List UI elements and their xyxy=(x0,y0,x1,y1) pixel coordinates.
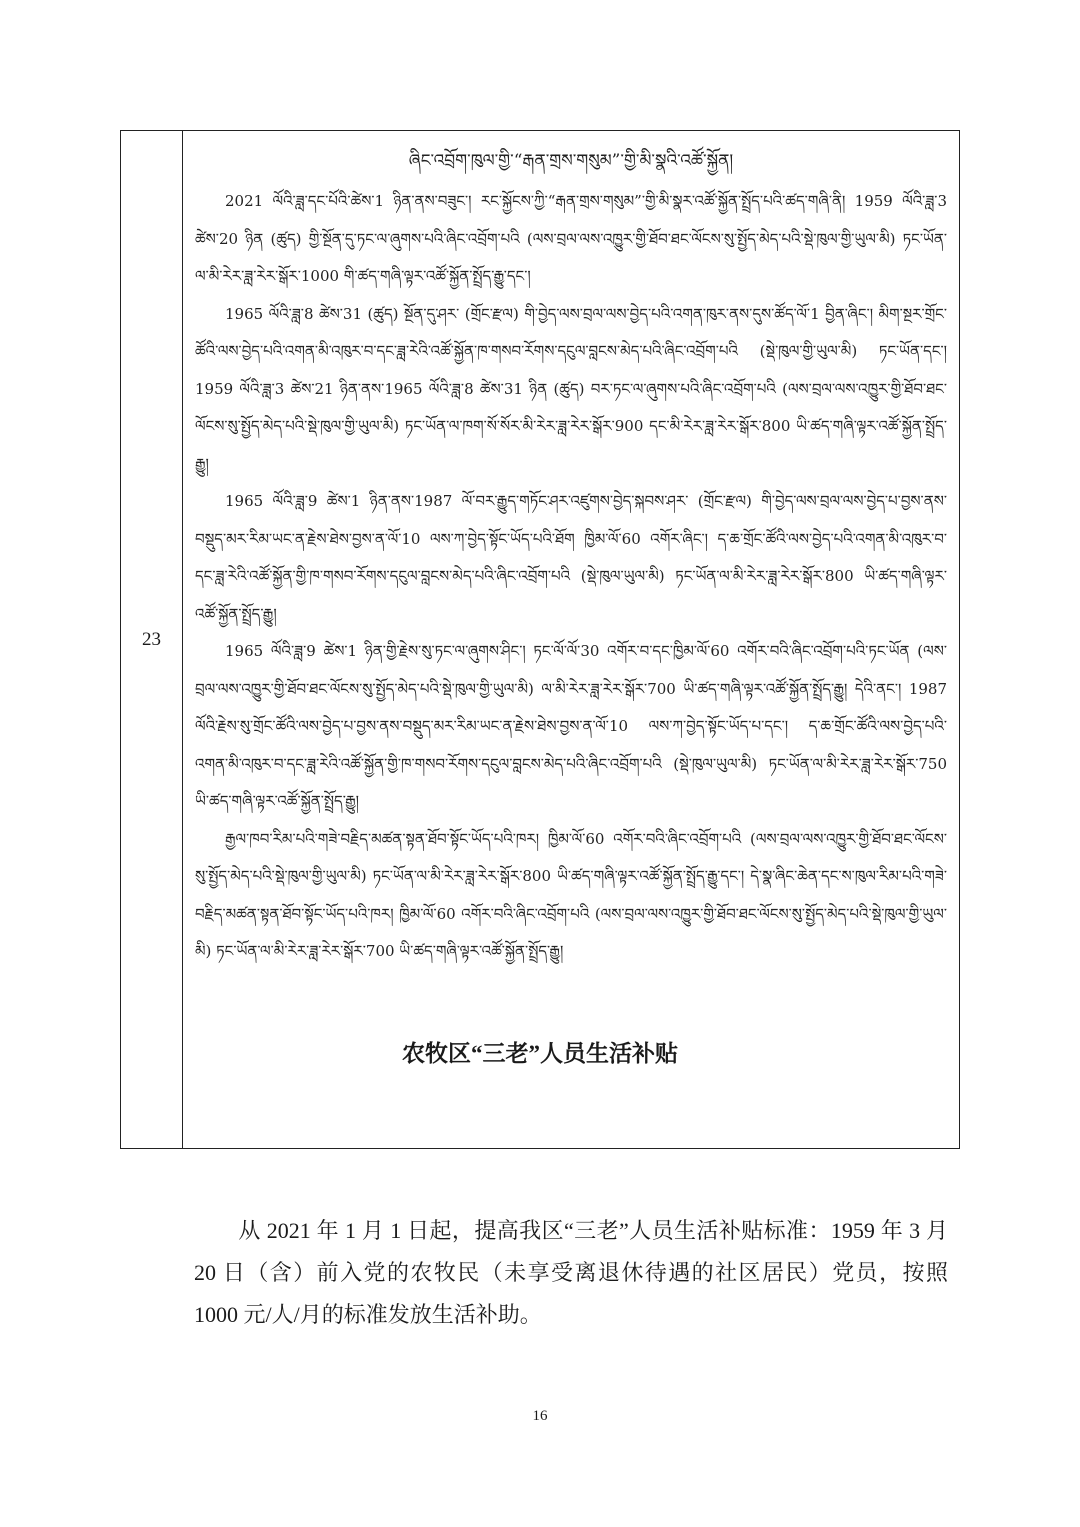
tibetan-paragraph-4: 1965 ལོའི་ཟླ་9 ཚེས་1 ཉིན་གྱི་རྗེས་སུ་ཏང་ལ་ཞུགས་ཤིང་། ཏང་ལོ་ལོ་30 འགོར་བ་དང་ཁྱིམ་ལོ་60 འགོར་བའི་ཞིང་འབྲོག་པའི་ཏང་ཡོན (ལས་བྲལ་ལས་འཁྱུར་གྱི་ཐོབ་ཐང་ལོངས་སུ་སྤྱོད་མེད་པའི་སྡེ་ཁུལ་གྱི་ཡུལ་མི) ལ་མི་རེར་ཟླ་རེར་སྒོར་700 ཡི་ཚད་གཞི་ལྟར་འཚོ་སྐྱོན་སྤྲོད་རྒྱུ། དེའི་ནང་། 1987 ལོའི་རྗེས་སུ་གྲོང་ཚོའི་ལས་བྱེད་པ་བྱས་ནས་བསྡུད་མར་རིམ་ཡང་ན་རྗེས་ཐེས་བྱས་ན་ལོ་10 ལས་ཀ་བྱེད་སྟོང་ཡོད་པ་དང་། ད་ཆ་གྲོང་ཚོའི་ལས་བྱེད་པའི་འགན་མི་འཁུར་བ་དང་ཟླ་རེའི་འཚོ་སྐྱོན་གྱི་ཁ་གསབ་རོགས་དངུལ་བླངས་མེད་པའི་ཞིང་འབྲོག་པའི (སྡེ་ཁུལ་ཡུལ་མི) ཏང་ཡོན་ལ་མི་རེར་ཟླ་རེར་སྒོར་750 ཡི་ཚད་གཞི་ལྟར་འཚོ་སྐྱོན་སྤྲོད་རྒྱུ། xyxy=(195,642,947,810)
chinese-body xyxy=(194,1210,948,1336)
row-number-cell xyxy=(121,131,183,1148)
tibetan-title: ཞིང་འབྲོག་ཁུལ་གྱི་“རྒན་གྲས་གསུམ”་གྱི་མི་སྣའི་འཚོ་སྐྱོན། xyxy=(408,151,734,171)
tibetan-paragraph-3: 1965 ལོའི་ཟླ་9 ཚེས་1 ཉིན་ནས་1987 ལོ་བར་རྒྱུད་གཏོང་ཤར་འཛུགས་བྱེད་སྐབས་ཤར་ (གྲོང་རྫལ) གི་བྱེད་ལས་བྲལ་ལས་བྱེད་པ་བྱས་ནས་བསྡུད་མར་རིམ་ཡང་ན་རྗེས་ཐེས་བྱས་ན་ལོ་10 ལས་ཀ་བྱེད་སྟོང་ཡོད་པའི་ཐོག ཁྱིམ་ལོ་60 འགོར་ཞིང་། ད་ཆ་གྲོང་ཚོའི་ལས་བྱེད་པའི་འགན་མི་འཁུར་བ་དང་ཟླ་རེའི་འཚོ་སྐྱོན་གྱི་ཁ་གསབ་རོགས་དངུལ་བླངས་མེད་པའི་ཞིང་འབྲོག་པའི (སྡེ་ཁུལ་ཡུལ་མི) ཏང་ཡོན་ལ་མི་རེར་ཟླ་རེར་སྒོར་800 ཡི་ཚད་གཞི་ལྟར་འཚོ་སྐྱོན་སྤྲོད་རྒྱུ། xyxy=(195,492,947,623)
chinese-title: 农牧区“三老”人员生活补贴 xyxy=(402,1041,678,1066)
tibetan-paragraph-2: 1965 ལོའི་ཟླ་8 ཚེས་31 (ཚུད) སྔོན་དུ་ཤར་ (གྲོང་རྫལ) གི་བྱེད་ལས་བྲལ་ལས་བྱེད་པའི་འགན་ཁུར་ནས་དུས་ཚོད་ལོ་1 བྱིན་ཞིང་། མིག་སྔར་གྲོང་ཚོའི་ལས་བྱེད་པའི་འགན་མི་འཁུར་བ་དང་ཟླ་རེའི་འཚོ་སྐྱོན་ཁ་གསབ་རོགས་དངུལ་བླངས་མེད་པའི་ཞིང་འབྲོག་པའི (སྡེ་ཁུལ་གྱི་ཡུལ་མི) ཏང་ཡོན་དང་། 1959 ལོའི་ཟླ་3 ཚེས་21 ཉིན་ནས་1965 ལོའི་ཟླ་8 ཚེས་31 ཉིན (ཚུད) བར་ཏང་ལ་ཞུགས་པའི་ཞིང་འབྲོག་པའི (ལས་བྲལ་ལས་འཁྱུར་གྱི་ཐོབ་ཐང་ལོངས་སུ་སྤྱོད་མེད་པའི་སྡེ་ཁུལ་གྱི་ཡུལ་མི) ཏང་ཡོན་ལ་ཁག་སོ་སོར་མི་རེར་ཟླ་རེར་སྒོར་900 དང་མི་རེར་ཟླ་རེར་སྒོར་800 ཡི་ཚད་གཞི་ལྟར་འཚོ་སྐྱོན་སྤྲོད་རྒྱུ། xyxy=(195,304,947,473)
page-number: 16 xyxy=(532,1408,548,1424)
tibetan-section xyxy=(195,131,947,1091)
row-number: 23 xyxy=(142,628,161,650)
chinese-body-text: 从 2021 年 1 月 1 日起，提高我区“三老”人员生活补贴标准：1959 年 3 月 20 日（含）前入党的农牧民（未享受离退休待遇的社区居民）党员，按照 1000 元/人/月的标准发放生活补助。 xyxy=(194,1218,948,1327)
policy-table xyxy=(120,130,960,1149)
tibetan-paragraph-5: རྒྱལ་ཁབ་རིམ་པའི་གཟེ་བརྗིད་མཚན་སྟན་ཐོབ་སྟོང་ཡོད་པའི་ཁར། ཁྱིམ་ལོ་60 འགོར་བའི་ཞིང་འབྲོག་པའི (ལས་བྲལ་ལས་འཁྱུར་གྱི་ཐོབ་ཐང་ལོངས་སུ་སྤྱོད་མེད་པའི་སྡེ་ཁུལ་གྱི་ཡུལ་མི) ཏང་ཡོན་ལ་མི་རེར་ཟླ་རེར་སྒོར་800 ཡི་ཚད་གཞི་ལྟར་འཚོ་སྐྱོན་སྤྲོད་རྒྱུ་དང་། དེ་སྣ་ཞིང་ཆེན་དང་ས་ཁུལ་རིམ་པའི་གཟེ་བརྗིད་མཚན་སྟན་ཐོབ་སྟོང་ཡོད་པའི་ཁར། ཁྱིམ་ལོ་60 འགོར་བའི་ཞིང་འབྲོག་པའི (ལས་བྲལ་ལས་འཁྱུར་གྱི་ཐོབ་ཐང་ལོངས་སུ་སྤྱོད་མེད་པའི་སྡེ་ཁུལ་གྱི་ཡུལ་མི) ཏང་ཡོན་ལ་མི་རེར་ཟླ་རེར་སྒོར་700 ཡི་ཚད་གཞི་ལྟར་འཚོ་སྐྱོན་སྤྲོད་རྒྱུ། xyxy=(195,829,947,960)
content-cell xyxy=(183,131,959,1148)
tibetan-paragraph-1: 2021 ལོའི་ཟླ་དང་པོའི་ཚེས་1 ཉིན་ནས་བཟུང་། རང་སྐྱོངས་ཀྱི་“རྒན་གྲས་གསུམ”་གྱི་མི་སྣར་འཚོ་སྐྱོན་སྤྲོད་པའི་ཚད་གཞི་ནི། 1959 ལོའི་ཟླ་3 ཚེས་20 ཉིན (ཚུད) གྱི་སྔོན་དུ་ཏང་ལ་ཞུགས་པའི་ཞིང་འབྲོག་པའི (ལས་བྲལ་ལས་འཁྱུར་གྱི་ཐོབ་ཐང་ལོངས་སུ་སྤྱོད་མེད་པའི་སྡེ་ཁུལ་གྱི་ཡུལ་མི) ཏང་ཡོན་ལ་མི་རེར་ཟླ་རེར་སྒོར་1000 གི་ཚད་གཞི་ལྟར་འཚོ་སྐྱོན་སྤྲོད་རྒྱུ་དང་། xyxy=(195,192,947,285)
